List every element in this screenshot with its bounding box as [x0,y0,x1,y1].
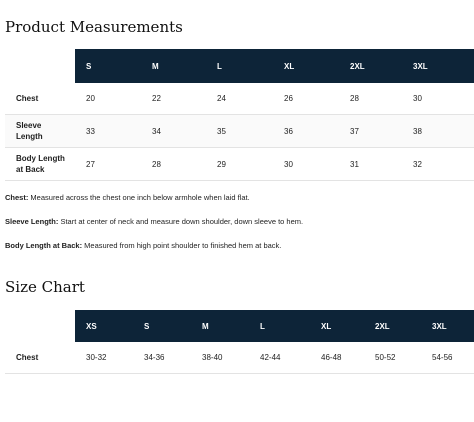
corner-cell [5,49,75,83]
note-text: Measured from high point shoulder to finished hem at back. [82,241,282,250]
size-header: S [75,49,141,83]
row-label: Body Length at Back [5,148,75,181]
table-cell: 33 [75,115,141,148]
table-cell: 28 [141,148,206,181]
table-cell: 24 [206,83,273,115]
size-header: 3XL [402,49,474,83]
size-header: XL [310,310,364,342]
table-header-row [5,49,474,83]
note-label: Chest: [5,193,29,202]
size-header: 2XL [364,310,421,342]
table-cell: 22 [141,83,206,115]
table-row [5,148,474,181]
table-cell: 29 [206,148,273,181]
size-header: 2XL [339,49,402,83]
size-header: 3XL [421,310,474,342]
chest-note [5,193,250,202]
table-header-row [5,310,474,342]
table-cell: 30-32 [75,342,133,374]
note-label: Sleeve Length: [5,217,59,226]
table-cell: 35 [206,115,273,148]
body-length-note [5,241,281,250]
size-chart-title: Size Chart [5,278,85,296]
table-cell: 54-56 [421,342,474,374]
table-cell: 31 [339,148,402,181]
size-header: M [191,310,249,342]
row-label: Chest [5,342,75,374]
table-row [5,83,474,115]
table-cell: 20 [75,83,141,115]
note-label: Body Length at Back: [5,241,83,250]
row-label: Chest [5,83,75,115]
note-text: Measured across the chest one inch below armhole when laid flat. [28,193,250,202]
table-row [5,342,474,374]
table-cell: 34-36 [133,342,191,374]
table-cell: 36 [273,115,339,148]
table-cell: 32 [402,148,474,181]
table-cell: 30 [402,83,474,115]
sleeve-length-note [5,217,303,226]
table-cell: 30 [273,148,339,181]
row-label: Sleeve Length [5,115,75,148]
table-cell: 37 [339,115,402,148]
table-cell: 27 [75,148,141,181]
table-cell: 46-48 [310,342,364,374]
size-header: S [133,310,191,342]
note-text: Start at center of neck and measure down shoulder, down sleeve to hem. [58,217,304,226]
size-header: XL [273,49,339,83]
size-header: M [141,49,206,83]
table-cell: 34 [141,115,206,148]
table-cell: 38 [402,115,474,148]
corner-cell [5,310,75,342]
size-header: XS [75,310,133,342]
table-cell: 38-40 [191,342,249,374]
table-cell: 26 [273,83,339,115]
product-measurements-title: Product Measurements [5,18,183,36]
size-chart-table [5,310,474,374]
table-row [5,115,474,148]
size-header: L [206,49,273,83]
size-header: L [249,310,310,342]
table-cell: 42-44 [249,342,310,374]
table-cell: 50-52 [364,342,421,374]
product-measurements-table [5,49,474,181]
table-cell: 28 [339,83,402,115]
